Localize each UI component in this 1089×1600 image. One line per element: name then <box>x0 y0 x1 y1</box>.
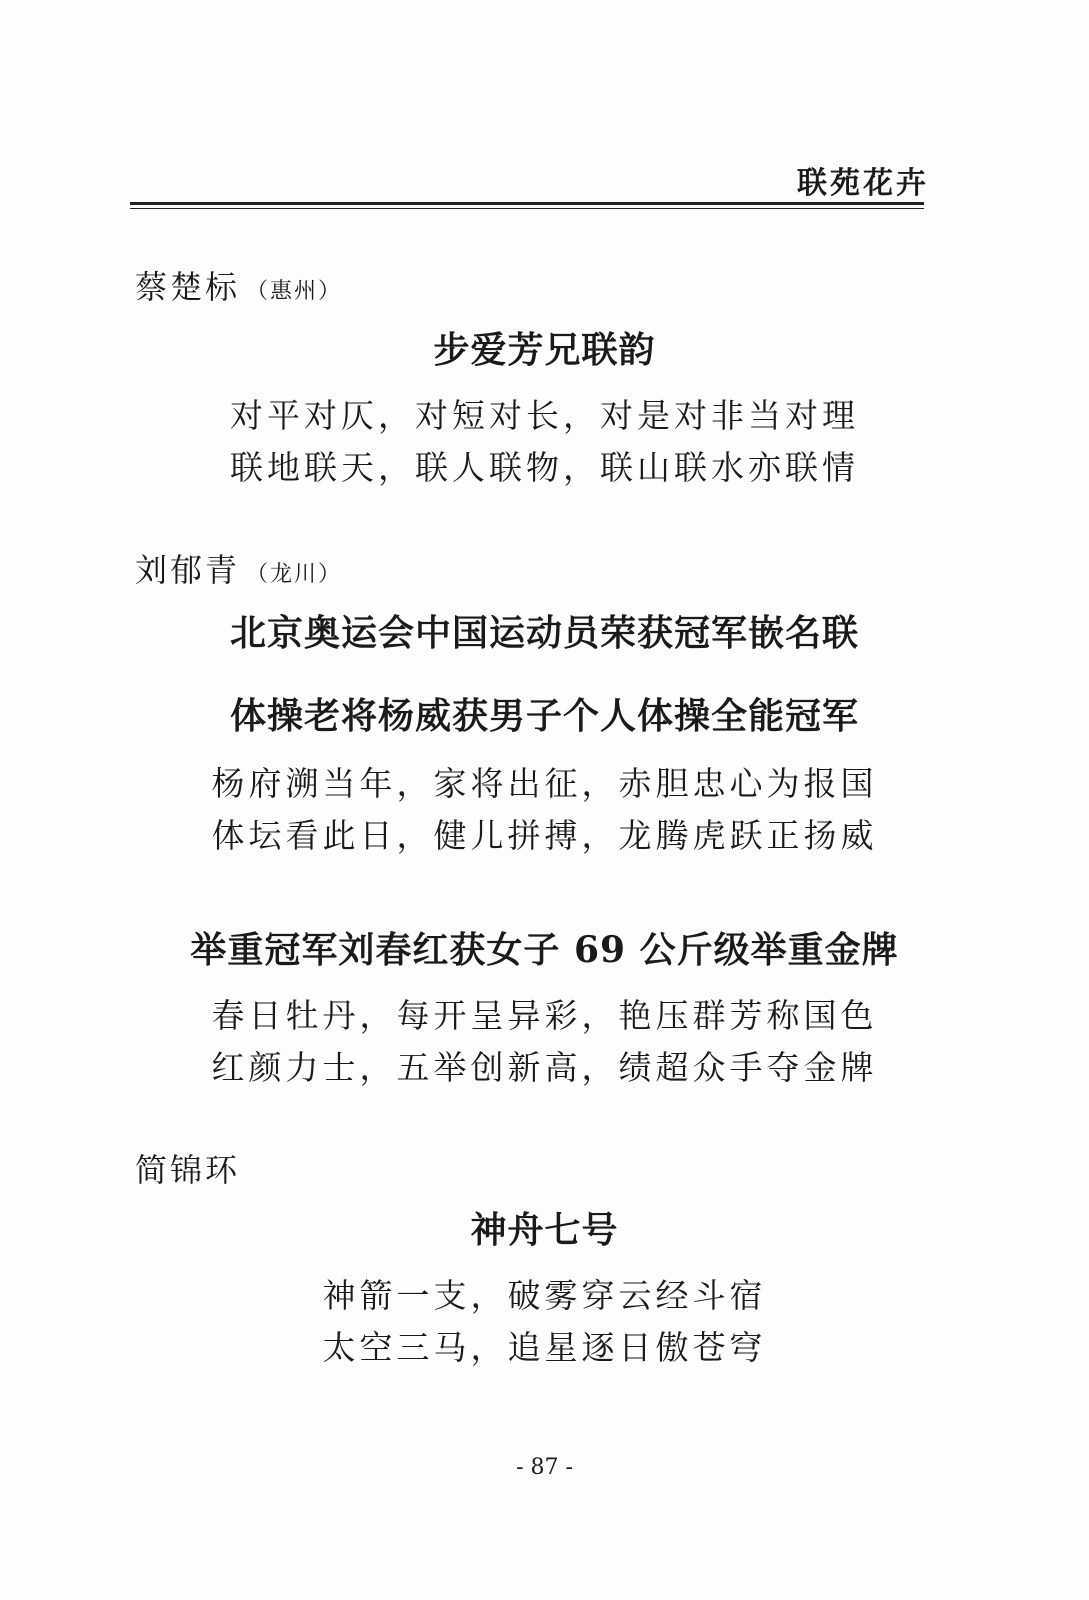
couplet-line-upper: 杨府溯当年，家将出征，赤胆忠心为报国 <box>211 764 878 803</box>
author-line <box>135 1145 240 1191</box>
author-line <box>135 545 342 591</box>
couplet-body <box>0 390 1089 494</box>
couplet-body <box>0 990 1089 1094</box>
header-rule <box>130 202 924 205</box>
couplet-body <box>0 758 1089 862</box>
section-header-title: 联苑花卉 <box>797 166 929 201</box>
couplet-title: 步爱芳兄联韵 <box>433 329 656 371</box>
couplet-line-upper: 对平对仄，对短对长，对是对非当对理 <box>230 396 859 435</box>
author-line <box>135 262 342 308</box>
author-place: （惠州） <box>246 279 343 304</box>
couplet-line-upper: 春日牡丹，每开呈异彩，艳压群芳称国色 <box>211 996 878 1035</box>
couplet-title: 体操老将杨威获男子个人体操全能冠军 <box>229 695 859 737</box>
header-rule-thin <box>130 208 924 209</box>
author-name: 蔡楚标 <box>135 268 241 306</box>
couplet-line-lower: 体坛看此日，健儿拼搏，龙腾虎跃正扬威 <box>211 816 878 855</box>
couplet-title: 神舟七号 <box>470 1209 619 1251</box>
couplet-title: 举重冠军刘春红获女子 69 公斤级举重金牌 <box>190 929 899 971</box>
page-number: - 87 - <box>516 1455 573 1480</box>
series-title: 北京奥运会中国运动员荣获冠军嵌名联 <box>229 612 859 654</box>
couplet-body <box>0 1270 1089 1374</box>
author-name: 简锦环 <box>135 1151 241 1189</box>
couplet-line-lower: 红颜力士，五举创新高，绩超众手夺金牌 <box>211 1048 878 1087</box>
couplet-line-lower: 联地联天，联人联物，联山联水亦联情 <box>230 448 859 487</box>
author-name: 刘郁青 <box>135 551 241 589</box>
couplet-line-lower: 太空三马，追星逐日傲苍穹 <box>322 1328 767 1367</box>
couplet-line-upper: 神箭一支，破雾穿云经斗宿 <box>322 1276 767 1315</box>
author-place: （龙川） <box>246 562 343 587</box>
